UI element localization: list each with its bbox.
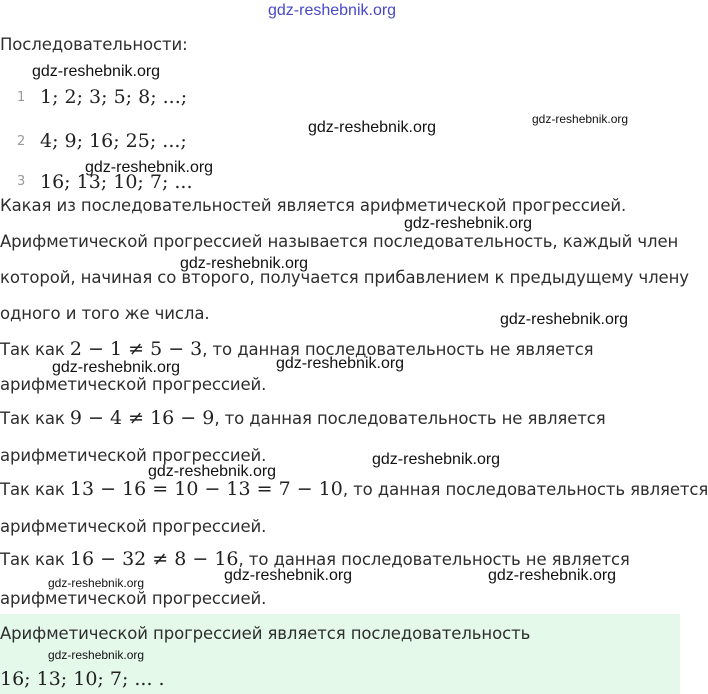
- sequences-heading: Последовательности:: [0, 35, 188, 54]
- definition-line-2: которой, начиная со второго, получается прибавлением к предыдущему члену: [0, 268, 689, 287]
- answer-expression: 16; 13; 10; 7; ... .: [0, 668, 165, 690]
- definition-line-3: одного и того же числа.: [0, 304, 210, 323]
- check-4-prefix: Так как: [0, 550, 70, 569]
- watermark-1: gdz-reshebnik.org: [32, 63, 161, 80]
- check-1-suffix: , то данная последовательность не является: [202, 340, 594, 359]
- check-2: [0, 407, 606, 429]
- watermark-5: gdz-reshebnik.org: [404, 215, 533, 232]
- check-2-prefix: Так как: [0, 409, 70, 428]
- check-1-prefix: Так как: [0, 340, 70, 359]
- sequence-list-clip: [0, 171, 300, 193]
- definition-line-1: Арифметической прогрессией называется последовательность, каждый член: [0, 232, 679, 251]
- check-3-line-2: арифметической прогрессией.: [0, 517, 267, 536]
- check-2-math: 9 − 4 ≠ 16 − 9: [69, 407, 215, 429]
- watermark-13: gdz-reshebnik.org: [224, 567, 353, 584]
- watermark-7: gdz-reshebnik.org: [500, 311, 629, 328]
- check-4-math: 16 − 32 ≠ 8 − 16: [69, 548, 239, 570]
- watermark-4: gdz-reshebnik.org: [85, 159, 214, 176]
- check-4-suffix: , то данная последовательность не является: [238, 550, 630, 569]
- sequence-1-expression: 1; 2; 3; 5; 8; ...;: [40, 86, 188, 108]
- site-link[interactable]: gdz-reshebnik.org: [268, 2, 397, 19]
- check-3-math: 13 − 16 = 10 − 13 = 7 − 10: [69, 478, 343, 500]
- check-3: [0, 478, 708, 500]
- sequence-2-number: 2: [17, 134, 26, 149]
- watermark-15: gdz-reshebnik.org: [48, 648, 145, 662]
- watermark-2: gdz-reshebnik.org: [308, 119, 437, 136]
- check-4-line-2: арифметической прогрессией.: [0, 589, 267, 608]
- watermark-6: gdz-reshebnik.org: [180, 255, 309, 272]
- check-1-math: 2 − 1 ≠ 5 − 3: [69, 338, 203, 360]
- sequence-2-expression: 4; 9; 16; 25; ...;: [40, 130, 187, 152]
- watermark-14: gdz-reshebnik.org: [488, 567, 617, 584]
- watermark-9: gdz-reshebnik.org: [276, 355, 405, 372]
- watermark-11: gdz-reshebnik.org: [148, 463, 277, 480]
- check-1-line-2: арифметической прогрессией.: [0, 375, 267, 394]
- watermark-10: gdz-reshebnik.org: [372, 451, 501, 468]
- sequence-1-number: 1: [17, 90, 26, 105]
- sequence-3-expression: 16; 13; 10; 7; ...: [40, 171, 193, 193]
- sequence-3-number: 3: [17, 174, 26, 189]
- watermark-12: gdz-reshebnik.org: [48, 576, 145, 590]
- check-3-suffix: , то данная последовательность является: [342, 480, 708, 499]
- answer-text: Арифметической прогрессией является последовательность: [0, 624, 531, 643]
- check-3-prefix: Так как: [0, 480, 70, 499]
- question-text: Какая из последовательностей является арифметической прогрессией.: [0, 196, 627, 215]
- watermark-3: gdz-reshebnik.org: [532, 112, 629, 126]
- check-2-suffix: , то данная последовательность не является: [214, 409, 606, 428]
- watermark-8: gdz-reshebnik.org: [52, 359, 181, 376]
- check-2-line-2: арифметической прогрессией.: [0, 446, 267, 465]
